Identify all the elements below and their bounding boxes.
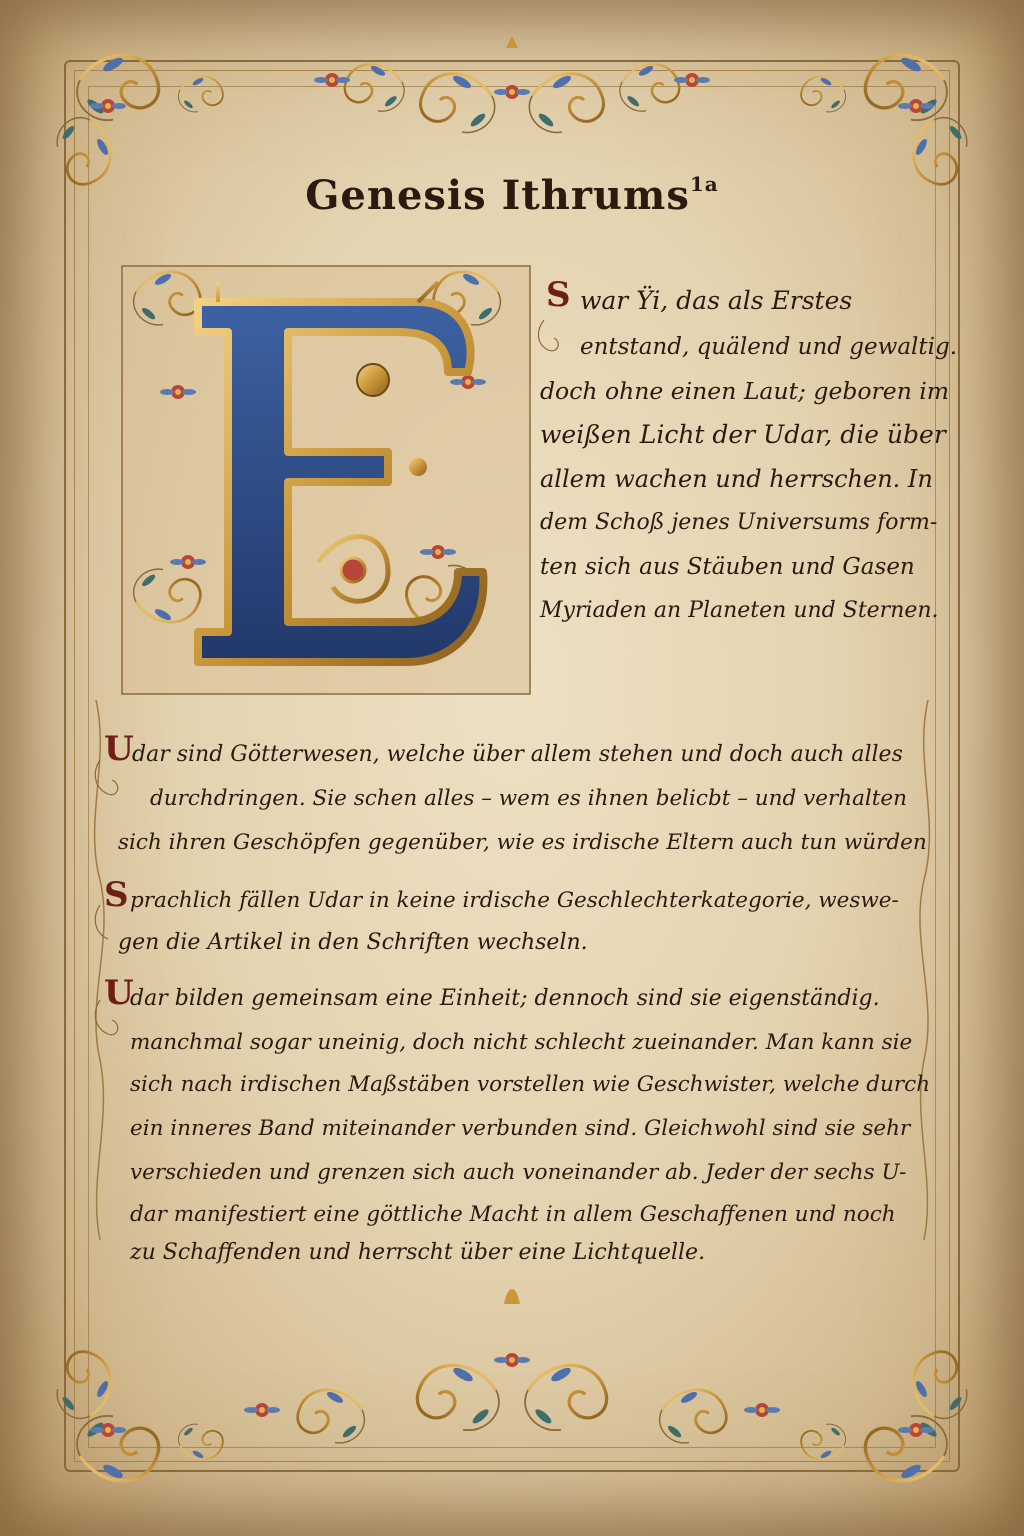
drop-cap-text: [250, 360, 251, 361]
paragraph-1-lead: S: [546, 275, 571, 315]
paragraph-1-line-4: weißen Licht der Udar, die über: [540, 420, 946, 449]
paragraph-4-line-5: verschieden und grenzen sich auch voneinander ab. Jeder der sechs U-: [130, 1160, 907, 1185]
title-main: Genesis Ithrums: [305, 172, 690, 219]
paragraph-1-line-7: ten sich aus Stäuben und Gasen: [540, 554, 915, 580]
paragraph-4-line-6: dar manifestiert eine göttliche Macht in allem Geschaffenen und noch: [130, 1202, 896, 1227]
paragraph-2-line-1: dar sind Götterwesen, welche über allem stehen und doch auch alles: [132, 742, 903, 767]
paragraph-4-line-2: manchmal sogar uneinig, doch nicht schlecht zueinander. Man kann sie: [130, 1030, 913, 1055]
paragraph-1-line-8: Myriaden an Planeten und Sternen.: [540, 598, 939, 623]
paragraph-1-line-2: entstand, quälend und gewaltig.: [580, 334, 958, 360]
corner-ornament-bottom-left: [57, 1352, 223, 1481]
corner-ornament-top-right: [801, 55, 967, 184]
paragraph-1-line-1: war Ÿi, das als Erstes: [580, 286, 853, 315]
top-center-flourish: [314, 36, 710, 152]
paragraph-2-line-2: durchdringen. Sie schen alles – wem es ihnen belicbt – und verhalten: [150, 786, 907, 811]
corner-ornament-bottom-right: [801, 1352, 967, 1481]
paragraph-2-line-3: sich ihren Geschöpfen gegenüber, wie es irdische Eltern auch tun würden: [118, 830, 927, 855]
title-superscript: 1a: [689, 172, 719, 196]
paragraph-4-line-3: sich nach irdischen Maßstäben vorstellen wie Geschwister, welche durch: [130, 1072, 931, 1097]
paragraph-4-line-4: ein inneres Band miteinander verbunden sind. Gleichwohl sind sie sehr: [130, 1116, 911, 1141]
paragraph-2-lead: U: [104, 729, 134, 769]
corner-ornament-top-left: [57, 55, 223, 184]
paragraph-4-lead: U: [104, 973, 134, 1013]
paragraph-1-line-5: allem wachen und herrschen. In: [540, 465, 933, 493]
paragraph-3-lead: S: [104, 875, 129, 915]
bottom-center-flourish: [244, 1289, 780, 1443]
paragraph-3-line-1: prachlich fällen Udar in keine irdische Geschlechterkategorie, weswe-: [130, 888, 899, 913]
paragraph-1-line-3: doch ohne einen Laut; geboren im: [540, 377, 950, 405]
page-title: [0, 172, 1024, 219]
paragraph-4-line-1: dar bilden gemeinsam eine Einheit; dennoch sind sie eigenständig.: [130, 986, 880, 1011]
paragraph-4-line-7: zu Schaffenden und herrscht über eine Lichtquelle.: [130, 1240, 706, 1265]
right-side-vine: [920, 700, 929, 1240]
paragraph-3-line-2: gen die Artikel in den Schriften wechseln.: [118, 930, 588, 955]
paragraph-1-line-6: dem Schoß jenes Universums form-: [540, 510, 938, 535]
illuminated-initial: [122, 266, 530, 694]
